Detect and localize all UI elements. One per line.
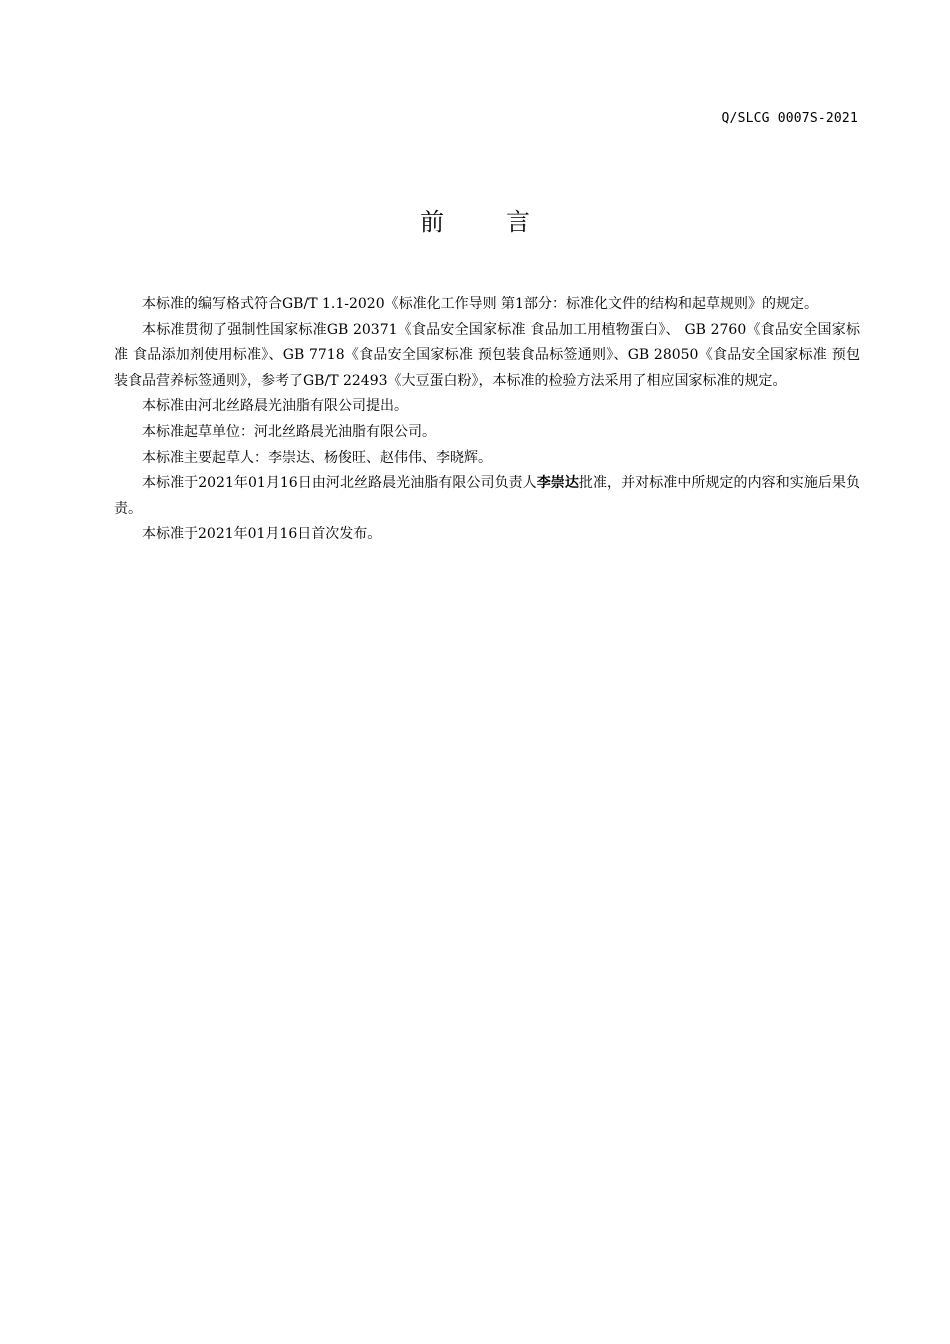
page-title: 前言: [420, 208, 592, 236]
paragraph-proposer: 本标准由河北丝路晨光油脂有限公司提出。: [142, 398, 408, 415]
paragraph-referenced-standards: 本标准贯彻了强制性国家标准GB 20371《食品安全国家标准 食品加工用植物蛋白》、 GB 2760《食品安全国家标准 食品添加剂使用标准》、GB 7718《食品安全国家标准 预包装食品标签通则》、GB 28050《食品安全国家标准 预包装食品营养标签通则》，参考了GB/T 22493《大豆蛋白粉》，本标准的检验方法采用了相应国家标准的规定。: [114, 321, 860, 389]
paragraph-approval: [114, 471, 860, 522]
document-code: Q/SLCG 0007S-2021: [721, 111, 858, 126]
approval-text-after: 批准，并对标准中所规定的内容和实施后果负责。: [114, 475, 861, 517]
paragraph-drafters: 本标准主要起草人：李崇达、杨俊旺、赵伟伟、李晓辉。: [142, 449, 492, 466]
foreword-body: [114, 292, 860, 548]
paragraph-format: 本标准的编写格式符合GB/T 1.1-2020《标准化工作导则 第1部分：标准化文件的结构和起草规则》的规定。: [142, 296, 818, 312]
paragraph-release-date: 本标准于2021年01月16日首次发布。: [142, 526, 382, 543]
paragraph-drafting-unit: 本标准起草单位：河北丝路晨光油脂有限公司。: [142, 423, 436, 440]
approver-name: 李崇达: [536, 475, 579, 492]
approval-text-before: 本标准于2021年01月16日由河北丝路晨光油脂有限公司负责人: [142, 475, 537, 492]
